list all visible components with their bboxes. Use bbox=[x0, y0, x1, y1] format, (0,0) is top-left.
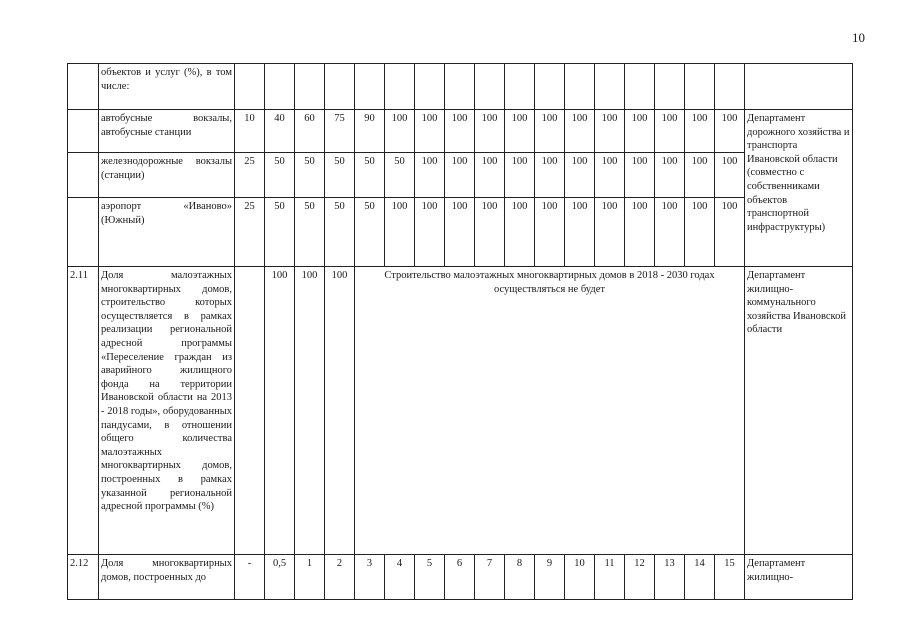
value-cell: 11 bbox=[595, 555, 625, 600]
value-cell: 75 bbox=[325, 110, 355, 153]
value-cell: 25 bbox=[235, 153, 265, 198]
row-index bbox=[68, 64, 99, 110]
value-cell bbox=[595, 64, 625, 110]
value-cell: 50 bbox=[355, 153, 385, 198]
table-row bbox=[68, 153, 853, 198]
value-cell: 100 bbox=[625, 198, 655, 267]
value-cell: 100 bbox=[535, 153, 565, 198]
value-cell: 100 bbox=[595, 153, 625, 198]
value-cell bbox=[385, 64, 415, 110]
value-cell: 50 bbox=[295, 153, 325, 198]
value-cell: 100 bbox=[565, 153, 595, 198]
value-cell bbox=[235, 64, 265, 110]
value-cell: 100 bbox=[385, 198, 415, 267]
value-cell: 15 bbox=[715, 555, 745, 600]
value-cell: 100 bbox=[655, 153, 685, 198]
indicator-name: аэропорт «Иваново» (Южный) bbox=[99, 198, 235, 267]
value-cell bbox=[445, 64, 475, 110]
value-cell: 100 bbox=[415, 153, 445, 198]
value-cell: 14 bbox=[685, 555, 715, 600]
value-cell: 100 bbox=[595, 198, 625, 267]
indicator-name: железнодорожные вокзалы (станции) bbox=[99, 153, 235, 198]
value-cell: 100 bbox=[655, 110, 685, 153]
value-cell: 7 bbox=[475, 555, 505, 600]
value-cell: 25 bbox=[235, 198, 265, 267]
value-cell: 100 bbox=[505, 198, 535, 267]
value-cell: - bbox=[235, 555, 265, 600]
value-cell: 100 bbox=[535, 110, 565, 153]
department-cell: Департамент жилищно-коммунального хозяйства Ивановской области bbox=[745, 267, 853, 555]
value-cell: 100 bbox=[685, 110, 715, 153]
row-index bbox=[68, 198, 99, 267]
value-cell: 100 bbox=[535, 198, 565, 267]
value-cell: 100 bbox=[415, 110, 445, 153]
department-cell: Департамент дорожного хозяйства и транспорта Ивановской области (совместно с собственниками объектов транспортной инфраструктуры) bbox=[745, 110, 853, 267]
value-cell: 100 bbox=[625, 153, 655, 198]
value-cell: 1 bbox=[295, 555, 325, 600]
row-index: 2.12 bbox=[68, 555, 99, 600]
value-cell: 60 bbox=[295, 110, 325, 153]
value-cell: 100 bbox=[475, 110, 505, 153]
value-cell: 100 bbox=[445, 110, 475, 153]
value-cell: 100 bbox=[595, 110, 625, 153]
value-cell bbox=[505, 64, 535, 110]
value-cell: 2 bbox=[325, 555, 355, 600]
indicator-name: Доля малоэтажных многоквартирных домов, строительство которых осуществляется в рамках реализации региональной адресной программы «Переселение граждан из аварийного жилищного фонда на территории Ивановской области на 2013 - 2018 годы», оборудованных пандусами, в отношении общего количества малоэтажных многоквартирных домов, построенных в рамках указанной региональной адресной программы (%) bbox=[99, 267, 235, 555]
value-cell bbox=[565, 64, 595, 110]
value-cell bbox=[235, 267, 265, 555]
value-cell bbox=[535, 64, 565, 110]
table-row bbox=[68, 555, 853, 600]
page-number: 10 bbox=[852, 30, 865, 45]
value-cell: 100 bbox=[295, 267, 325, 555]
value-cell bbox=[325, 64, 355, 110]
department-cell: Департамент жилищно- bbox=[745, 555, 853, 600]
value-cell bbox=[685, 64, 715, 110]
indicators-table bbox=[67, 63, 853, 600]
value-cell: 90 bbox=[355, 110, 385, 153]
value-cell: 100 bbox=[415, 198, 445, 267]
value-cell: 100 bbox=[655, 198, 685, 267]
value-cell: 50 bbox=[325, 153, 355, 198]
row-index bbox=[68, 153, 99, 198]
value-cell bbox=[655, 64, 685, 110]
value-cell: 50 bbox=[385, 153, 415, 198]
value-cell: 50 bbox=[265, 153, 295, 198]
value-cell: 100 bbox=[505, 153, 535, 198]
value-cell: 100 bbox=[475, 198, 505, 267]
value-cell: 12 bbox=[625, 555, 655, 600]
value-cell: 100 bbox=[715, 153, 745, 198]
value-cell: 100 bbox=[625, 110, 655, 153]
value-cell: 100 bbox=[385, 110, 415, 153]
value-cell: 50 bbox=[265, 198, 295, 267]
value-cell: 100 bbox=[445, 198, 475, 267]
value-cell: 100 bbox=[685, 153, 715, 198]
value-cell: 3 bbox=[355, 555, 385, 600]
value-cell bbox=[355, 64, 385, 110]
department-cell bbox=[745, 64, 853, 110]
value-cell: 13 bbox=[655, 555, 685, 600]
value-cell: 10 bbox=[565, 555, 595, 600]
value-cell: 100 bbox=[565, 198, 595, 267]
value-cell: 10 bbox=[235, 110, 265, 153]
value-cell: 100 bbox=[505, 110, 535, 153]
row-index: 2.11 bbox=[68, 267, 99, 555]
construction-note: Строительство малоэтажных многоквартирных домов в 2018 - 2030 годах осуществляться не будет bbox=[355, 267, 745, 555]
value-cell: 100 bbox=[475, 153, 505, 198]
indicator-name: объектов и услуг (%), в том числе: bbox=[99, 64, 235, 110]
value-cell: 40 bbox=[265, 110, 295, 153]
value-cell: 50 bbox=[325, 198, 355, 267]
table-row bbox=[68, 267, 853, 555]
row-index bbox=[68, 110, 99, 153]
value-cell: 8 bbox=[505, 555, 535, 600]
value-cell bbox=[475, 64, 505, 110]
value-cell: 50 bbox=[295, 198, 325, 267]
value-cell: 100 bbox=[685, 198, 715, 267]
value-cell bbox=[715, 64, 745, 110]
table-row bbox=[68, 64, 853, 110]
value-cell bbox=[265, 64, 295, 110]
value-cell: 100 bbox=[325, 267, 355, 555]
value-cell: 0,5 bbox=[265, 555, 295, 600]
table-row bbox=[68, 110, 853, 153]
value-cell: 100 bbox=[445, 153, 475, 198]
value-cell: 100 bbox=[715, 110, 745, 153]
value-cell: 100 bbox=[715, 198, 745, 267]
indicator-name: Доля многоквартирных домов, построенных до bbox=[99, 555, 235, 600]
value-cell: 50 bbox=[355, 198, 385, 267]
table-row bbox=[68, 198, 853, 267]
value-cell bbox=[415, 64, 445, 110]
indicator-name: автобусные вокзалы, автобусные станции bbox=[99, 110, 235, 153]
value-cell: 100 bbox=[265, 267, 295, 555]
value-cell: 5 bbox=[415, 555, 445, 600]
value-cell: 9 bbox=[535, 555, 565, 600]
value-cell: 6 bbox=[445, 555, 475, 600]
value-cell: 100 bbox=[565, 110, 595, 153]
value-cell: 4 bbox=[385, 555, 415, 600]
value-cell bbox=[295, 64, 325, 110]
value-cell bbox=[625, 64, 655, 110]
